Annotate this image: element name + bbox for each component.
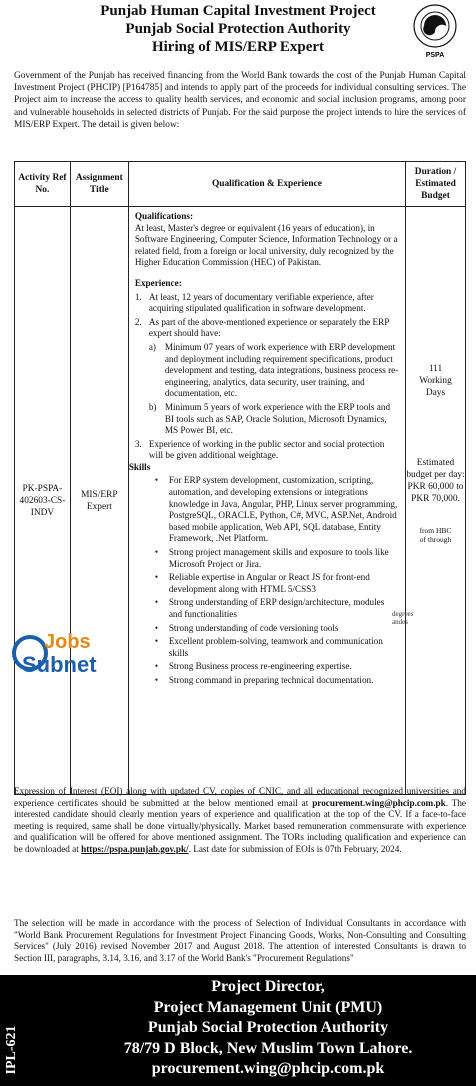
contact-line-2: Project Management Unit (PMU) (153, 998, 383, 1016)
duration-cell (406, 207, 466, 795)
list-item: • For ERP system development, customization, scripting, automation, and developing extensions or integrations knowledge in Java, Angular, PHP, Linux server programming, PostgreSQL, ORACLE, Python, C#, MVC, ASP.Net, Android based mobile application, Web API, SQL database, Entity Framework, .Net Platform. (154, 475, 398, 544)
list-item: • Strong understanding of code versioning tools (154, 622, 339, 633)
header-activity-ref: Activity Ref No. (15, 162, 71, 207)
experience-sub-list (149, 342, 399, 437)
overlap-left-text: degrees andes (392, 610, 414, 626)
header-assignment-title: Assignment Title (70, 162, 128, 207)
activity-ref-cell: PK-PSPA-402603-CS-INDV (15, 207, 71, 795)
assignment-table (14, 161, 466, 795)
qualification-cell (128, 207, 405, 795)
header-qualification: Qualification & Experience (128, 162, 405, 207)
jobs-subnet-watermark-icon (10, 626, 140, 680)
list-item: b) Minimum 5 years of work experience with the ERP tools and BI tools such as SAP, Oracle Solution, Microsoft Dynamics, MS Power BI, etc. (148, 401, 391, 436)
eoi-email-link[interactable]: procurement.wing@phcip.com.pk (312, 797, 446, 808)
qualifications-title: Qualifications: (134, 211, 194, 221)
ad-header (0, 2, 476, 56)
duration-text: 111 Working Days (419, 364, 452, 398)
watermark-line1: Jobs (44, 631, 91, 653)
intro-paragraph: Government of the Punjab has received financing from the World Bank towards the cost of the Punjab Human Capital Investment Project (PHCIP) [P164785] and intends to apply part of the proceeds for individual consulting services. The Project aim to increase the access to quality health services, and economic and social inclusion programs, among poor and vulnerable households in selected districts of Punjab. For the said purpose the project intends to hire the services of MIS/ERP Expert. The detail is given below: (14, 71, 466, 130)
list-item: 1. At least, 12 years of documentary verifiable experience, after acquiring stipulated qualification in software development. (134, 291, 374, 314)
qualifications-text: At least, Master's degree or equivalent (16 years of education), in Software Engineering, Computer Science, Information Technology or a related field, from a foreign or local university, duly recognized by the Higher Education Commission (HEC) of Pakistan. (134, 222, 398, 268)
experience-list (135, 292, 399, 462)
assignment-title-cell: MIS/ERP Expert (70, 207, 128, 795)
budget-text: Estimated budget per day: PKR 60,000 to PKR 70,000. (406, 458, 465, 504)
pspa-logo-icon (410, 2, 460, 60)
contact-block (0, 975, 476, 1086)
skills-list (135, 475, 399, 686)
publication-tag: IPL-621 (4, 1025, 19, 1075)
list-item: 3. Experience of working in the public sector and social protection will be given additional weightage. (134, 438, 385, 461)
tors-download-link[interactable]: https://pspa.punjab.gov.pk/ (81, 843, 189, 854)
watermark-line2: Subnet (22, 652, 97, 677)
header-duration: Duration / Estimated Budget (406, 162, 466, 207)
list-item: • Strong understanding of ERP design/architecture, modules and functionalities (154, 597, 385, 619)
table-header-row (15, 162, 466, 207)
table-row (15, 207, 466, 795)
authority-title: Punjab Social Protection Authority (125, 21, 351, 37)
list-item: • Strong Business process re-engineering expertise. (154, 661, 352, 672)
contact-line-3: Punjab Social Protection Authority (147, 1019, 389, 1036)
list-item: • Strong command in preparing technical documentation. (154, 674, 374, 685)
logo-text: PSPA (425, 52, 445, 59)
experience-title: Experience: (134, 277, 182, 288)
contact-line-1: Project Director, (211, 978, 325, 995)
list-item: a) Minimum 07 years of work experience with ERP development and deployment including requirement specifications, product development and testing, data integrations, business process re-engineering, analytics, data security, user training, and documentation, etc. (148, 341, 399, 399)
contact-line-4: 78/79 D Block, New Muslim Town Lahore. (123, 1039, 413, 1057)
skills-title: Skills (128, 461, 151, 472)
overlap-right-text: from HBC of through (419, 526, 452, 544)
list-item: • Strong project management skills and exposure to tools like Microsoft Project or Jira. (154, 547, 389, 569)
contact-email[interactable]: procurement.wing@phcip.com.pk (151, 1060, 385, 1077)
hiring-title: Hiring of MIS/ERP Expert (151, 39, 325, 55)
selection-paragraph: The selection will be made in accordance with the process of Selection of Individual Consultants in accordance with "World Bank Procurement Regulations for Investment Project Financing Goods, Works, Non-Consulting and Consulting Services" (July 2016) revised November 2017 and August 2018. The attention of interested Consultants is drawn to Section III, paragraphs, 3.14, 3.16, and 3.17 of the World Bank's "Procurement Regulations" (14, 918, 466, 963)
list-item: • Reliable expertise in Angular or React JS for front-end development along with HTML 5/CSS3 (154, 572, 370, 594)
project-title: Punjab Human Capital Investment Project (100, 3, 376, 19)
list-item: • Excellent problem-solving, teamwork and communication skills (154, 636, 383, 658)
eoi-paragraph: Expression of Interest (EOI) along with updated CV, copies of CNIC, and all educational recognized universities and experience certificates should be submitted at the below mentioned email at procurement.wing@phcip.com.pk. The interested candidate should clearly mention years of experience and qualification at the top of the CV. If a face-to-face meeting is required, same shall be done virtually/physically. Market based remuneration commensurate with experience and qualification will be offered for above mentioned assignment. The TORs including qualification and experience can be downloaded at https://pspa.punjab.gov.pk/. Last date for submission of EOIs is 07th February, 2024. (14, 786, 467, 854)
list-item: 2. As part of the above-mentioned experience or separately the ERP expert should have: a) Minimum 07 years of work experience with ERP development and deployment including requirement specifications, product development and testing, data integrations, business process re-engineering, analytics, data security, user training, and documentation, etc. b) Minimum 5 years of work experience with the ERP tools and BI tools such as SAP, Oracle Solution, Microsoft Dynamics, MS Power BI, etc. (134, 316, 399, 436)
